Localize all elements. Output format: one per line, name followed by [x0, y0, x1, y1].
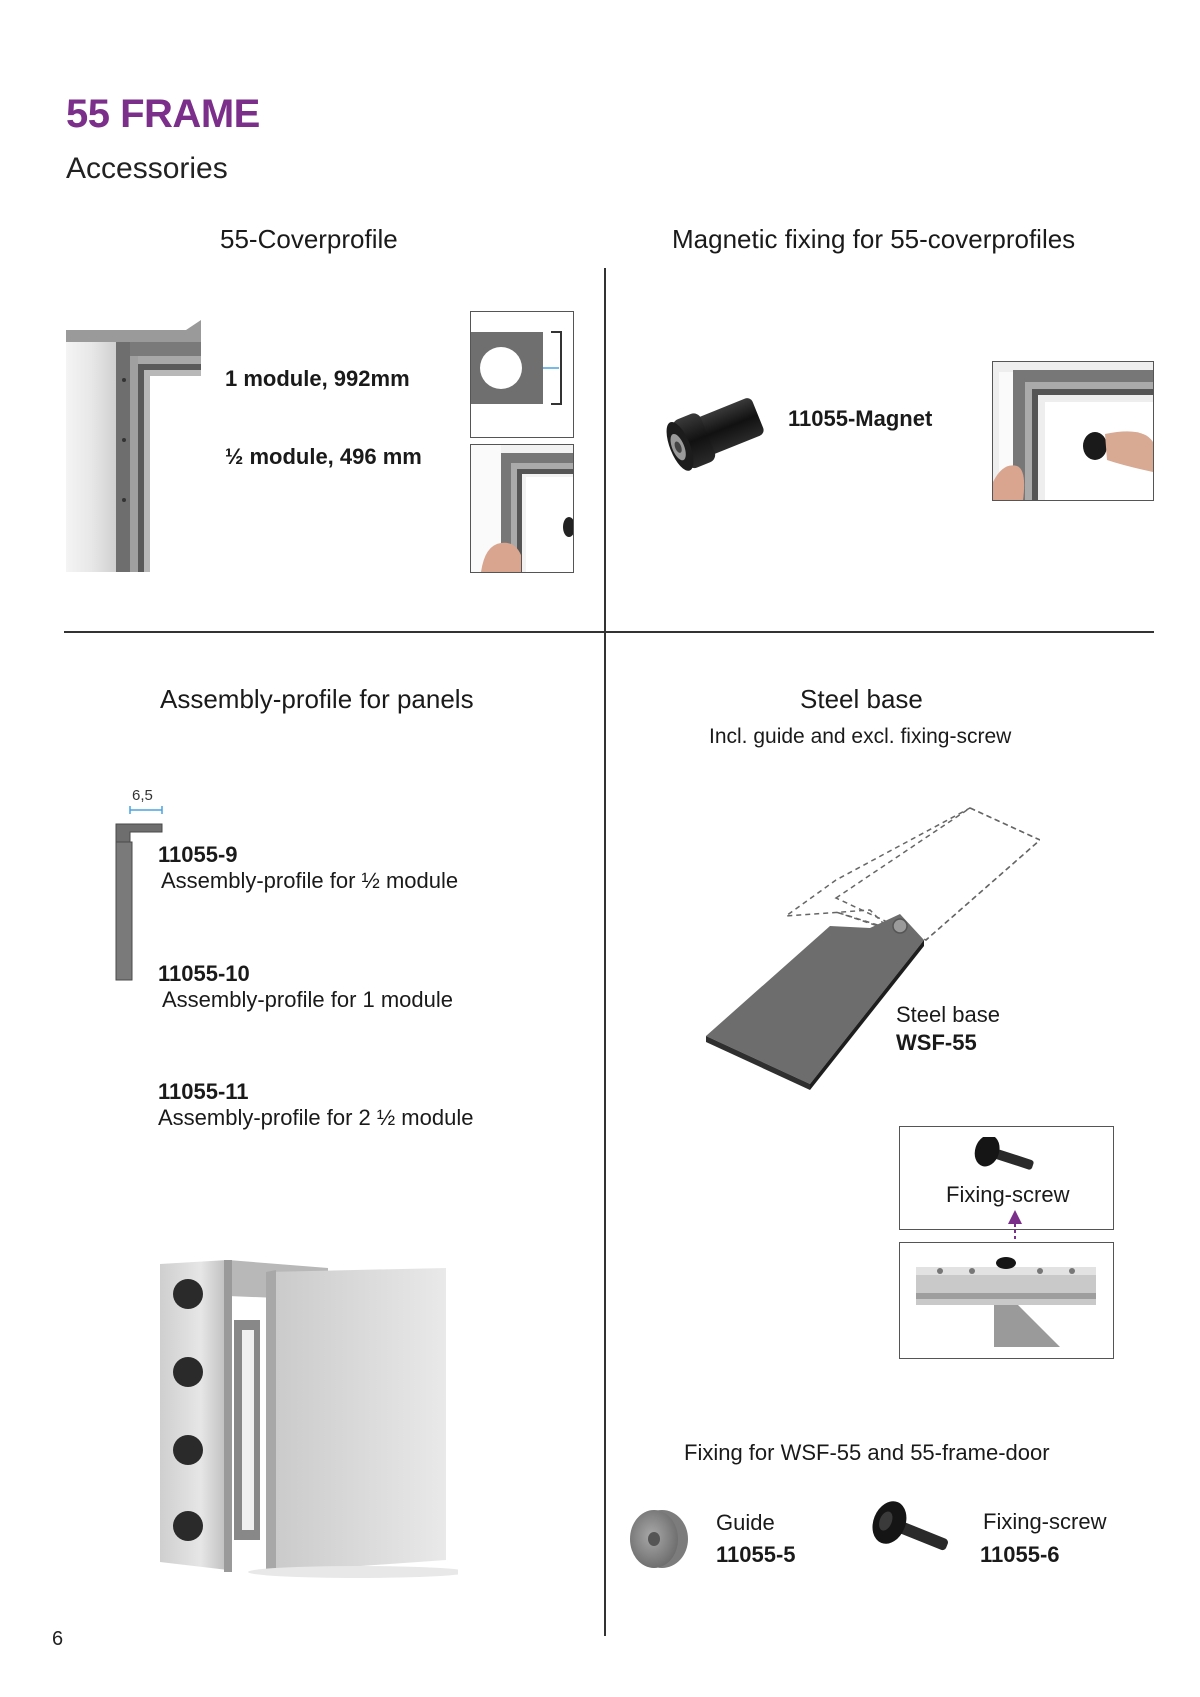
- assembly-dimension-label: 6,5: [132, 787, 153, 804]
- coverprofile-section-image: [470, 311, 574, 438]
- fixing-title: Fixing for WSF-55 and 55-frame-door: [684, 1440, 1050, 1465]
- magnet-installed-image: [992, 361, 1154, 501]
- assembly-profile-drawing: [112, 806, 166, 982]
- assembly-item-2-desc: Assembly-profile for 1 module: [162, 987, 454, 1012]
- guide-code: 11055-5: [716, 1542, 796, 1567]
- coverprofile-title: 55-Coverprofile: [220, 224, 398, 254]
- guide-label: Guide: [716, 1510, 775, 1535]
- fixing-screw-label: Fixing-screw: [983, 1509, 1107, 1534]
- magnetic-title: Magnetic fixing for 55-coverprofiles: [672, 224, 1076, 254]
- steelbase-note: Incl. guide and excl. fixing-screw: [709, 725, 1012, 748]
- guide-rail-image: [899, 1242, 1114, 1359]
- guide-image: [624, 1506, 690, 1572]
- assembly-item-3-desc: Assembly-profile for 2 ½ module: [158, 1105, 474, 1130]
- page-subtitle: Accessories: [66, 152, 228, 185]
- magnet-product-code: 11055-Magnet: [788, 406, 933, 431]
- coverprofile-corner-image: [66, 320, 201, 572]
- fixing-screw-image: [862, 1498, 954, 1562]
- page-title: 55 FRAME: [66, 92, 260, 136]
- assembly-item-3-code: 11055-11: [158, 1079, 249, 1104]
- coverprofile-hand-image: [470, 444, 574, 573]
- fixing-screw-caption: Fixing-screw: [946, 1182, 1070, 1207]
- assembly-frame-panel-image: [158, 1260, 458, 1580]
- coverprofile-option-1: 1 module, 992mm: [225, 366, 410, 391]
- assembly-title: Assembly-profile for panels: [160, 684, 474, 714]
- assembly-item-2-code: 11055-10: [158, 961, 250, 986]
- steelbase-code: WSF-55: [896, 1030, 977, 1055]
- fixing-screw-code: 11055-6: [980, 1542, 1060, 1567]
- steelbase-title: Steel base: [800, 684, 923, 714]
- assembly-item-1-desc: Assembly-profile for ½ module: [161, 868, 459, 893]
- coverprofile-option-2: ½ module, 496 mm: [225, 444, 422, 469]
- steelbase-image: [700, 800, 1040, 1090]
- magnet-image: [660, 388, 772, 480]
- horizontal-divider: [64, 631, 1154, 633]
- steelbase-label: Steel base: [896, 1002, 1000, 1027]
- assembly-item-1-code: 11055-9: [158, 842, 238, 867]
- page-number: 6: [52, 1628, 64, 1650]
- vertical-divider: [604, 268, 606, 1636]
